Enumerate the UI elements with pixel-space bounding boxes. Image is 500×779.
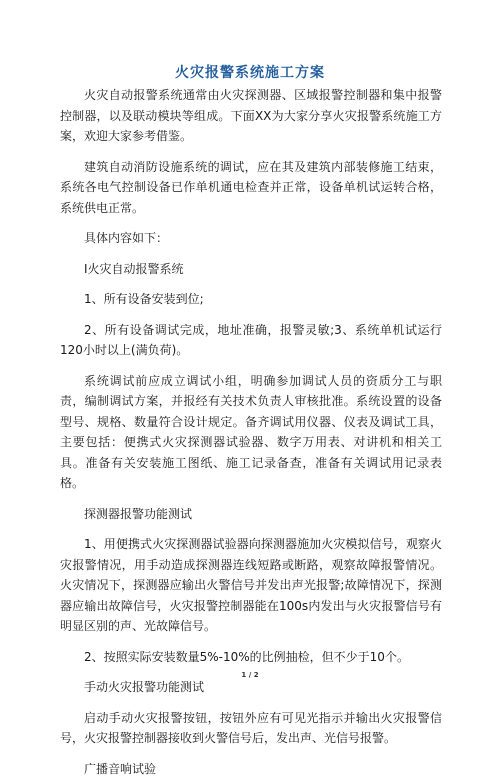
paragraph-content-lead: 具体内容如下： [60, 228, 442, 249]
section-heading-system: I火灾自动报警系统 [60, 259, 442, 280]
paragraph-manual-alarm: 启动手动火灾报警按钮，按钮外应有可见光指示并输出火灾报警信号，火灾报警控制器接收到火警信号后，发出声、光信号报警。 [60, 708, 442, 749]
paragraph-precondition: 建筑自动消防设施系统的调试，应在其及建筑内部装修施工结束，系统各电气控制设备已作单机通电检查并正常，设备单机试运转合格，系统供电正常。 [60, 157, 442, 219]
section-heading-broadcast: 广播音响试验 [60, 759, 442, 779]
section-heading-manual-alarm: 手动火灾报警功能测试 [60, 677, 442, 698]
section-heading-detector-test: 探测器报警功能测试 [60, 504, 442, 525]
paragraph-preparation: 系统调试前应成立调试小组，明确参加调试人员的资质分工与职责，编制调试方案，并报经有关技术负责人审核批准。系统设置的设备型号、规格、数量符合设计规定。备齐调试用仪器、仪表及调试工具，主要包括：便携式火灾探测器试验器、数字万用表、对讲机和相关工具。准备有关安装施工图纸、施工记录备查，准备有关调试用记录表格。 [60, 371, 442, 494]
page-number: 1 / 2 [0, 671, 500, 679]
list-item-1: 1、所有设备安装到位; [60, 289, 442, 310]
paragraph-sampling: 2、按照实际安装数量5%-10%的比例抽检，但不少于10个。 [60, 647, 442, 668]
paragraph-detector-test: 1、用便携式火灾探测器试验器向探测器施加火灾模拟信号，观察火灾报警情况，用手动造成探测器连线短路或断路，观察故障报警情况。火灾情况下，探测器应输出火警信号并发出声光报警;故障情况下，探测器应输出故障信号，火灾报警控制器能在100s内发出与火灾报警信号有明显区别的声、光故障信号。 [60, 534, 442, 637]
paragraph-intro: 火灾自动报警系统通常由火灾探测器、区域报警控制器和集中报警控制器，以及联动模块等组成。下面XX为大家分享火灾报警系统施工方案，欢迎大家参考借鉴。 [60, 85, 442, 147]
document-title: 火灾报警系统施工方案 [0, 62, 500, 82]
list-item-2: 2、所有设备调试完成，地址准确，报警灵敏;3、系统单机试运行120小时以上(满负荷)。 [60, 320, 442, 361]
